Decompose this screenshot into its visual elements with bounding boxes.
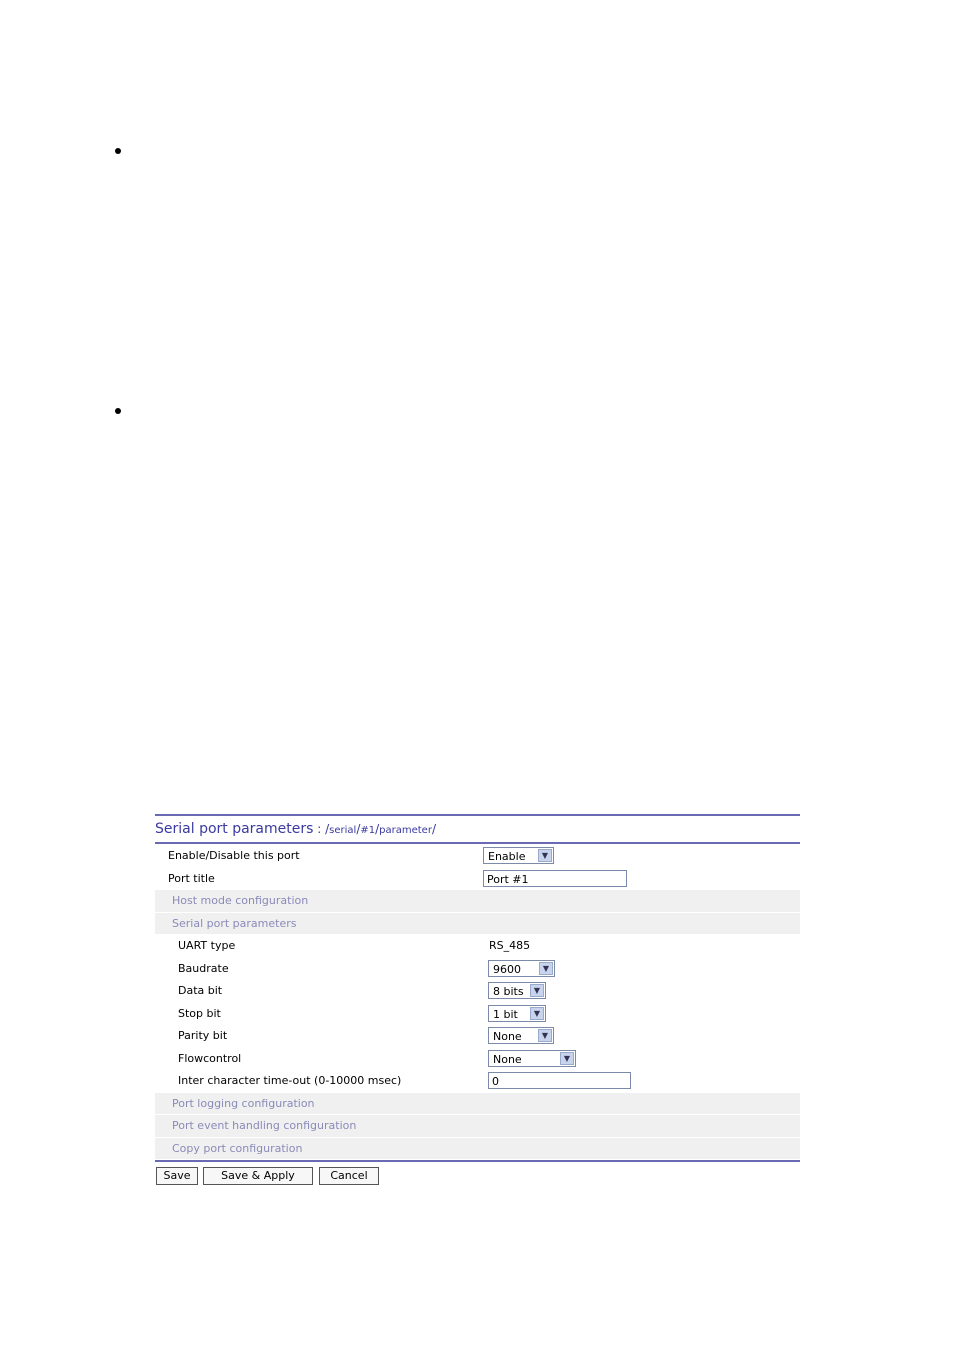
stop-bit-value: 1 bit	[493, 1007, 518, 1021]
path-separator: /	[356, 822, 361, 836]
row-baudrate	[155, 957, 800, 980]
chevron-down-icon[interactable]: ▼	[530, 984, 544, 997]
timeout-label: Inter character time-out (0-10000 msec)	[178, 1074, 402, 1087]
path-separator: : /	[313, 822, 330, 836]
port-logging-link[interactable]: Port logging configuration	[172, 1096, 315, 1110]
stop-bit-label: Stop bit	[178, 1006, 221, 1020]
button-bar	[155, 1167, 800, 1191]
enable-port-label: Enable/Disable this port	[168, 849, 300, 862]
port-event-link[interactable]: Port event handling configuration	[172, 1119, 357, 1132]
section-host-mode[interactable]	[155, 890, 800, 912]
row-port-title	[155, 867, 800, 890]
chevron-down-icon[interactable]: ▼	[538, 1029, 552, 1042]
bullet-1	[115, 148, 121, 154]
data-bit-value: 8 bits	[493, 985, 524, 998]
data-bit-label: Data bit	[178, 984, 223, 997]
parity-bit-label: Parity bit	[178, 1029, 228, 1042]
serial-params-link[interactable]: Serial port parameters	[172, 916, 297, 930]
row-inter-char-timeout	[155, 1069, 800, 1092]
row-flowcontrol	[155, 1047, 800, 1070]
section-port-logging[interactable]	[155, 1093, 800, 1115]
panel-bottom-rule	[155, 1160, 800, 1162]
breadcrumb-serial[interactable]: serial	[329, 825, 357, 836]
baudrate-value: 9600	[493, 962, 521, 976]
path-separator: /	[431, 822, 436, 836]
serial-port-parameters-panel	[155, 814, 800, 1191]
chevron-down-icon[interactable]: ▼	[530, 1007, 544, 1020]
chevron-down-icon[interactable]: ▼	[539, 962, 553, 975]
chevron-down-icon[interactable]: ▼	[560, 1052, 574, 1065]
panel-title: Serial port parameters	[155, 821, 314, 837]
row-data-bit	[155, 979, 800, 1002]
uart-type-value: RS_485	[489, 939, 531, 952]
data-bit-select[interactable]	[488, 982, 546, 999]
enable-port-select[interactable]	[483, 847, 554, 864]
breadcrumb-parameter[interactable]: parameter	[379, 825, 432, 836]
breadcrumb-port[interactable]: #1	[360, 825, 376, 836]
bullet-2	[115, 408, 121, 414]
panel-title-bar	[155, 816, 800, 844]
baudrate-select[interactable]	[488, 960, 555, 977]
flowcontrol-label: Flowcontrol	[178, 1051, 242, 1065]
row-stop-bit	[155, 1002, 800, 1025]
save-apply-button[interactable]: Save & Apply	[203, 1167, 313, 1185]
section-port-event-handling[interactable]	[155, 1115, 800, 1137]
row-parity-bit	[155, 1024, 800, 1047]
parity-bit-select[interactable]	[488, 1027, 554, 1044]
uart-type-label: UART type	[178, 939, 236, 952]
path-separator: /	[375, 822, 380, 836]
flowcontrol-select[interactable]	[488, 1050, 576, 1067]
row-enable-port	[155, 844, 800, 867]
section-copy-port[interactable]	[155, 1138, 800, 1160]
row-uart-type	[155, 934, 800, 957]
cancel-button[interactable]: Cancel	[319, 1167, 379, 1185]
port-title-input[interactable]: Port #1	[483, 870, 627, 887]
timeout-input[interactable]: 0	[488, 1072, 631, 1089]
flowcontrol-value: None	[493, 1052, 522, 1066]
stop-bit-select[interactable]	[488, 1005, 546, 1022]
host-mode-link[interactable]: Host mode configuration	[172, 894, 309, 907]
copy-port-link[interactable]: Copy port configuration	[172, 1141, 303, 1155]
port-title-label: Port title	[168, 871, 215, 885]
baudrate-label: Baudrate	[178, 961, 229, 975]
section-serial-params[interactable]	[155, 913, 800, 935]
enable-port-value: Enable	[488, 850, 526, 863]
save-button[interactable]: Save	[156, 1167, 198, 1185]
parity-bit-value: None	[493, 1030, 522, 1043]
chevron-down-icon[interactable]: ▼	[538, 849, 552, 862]
